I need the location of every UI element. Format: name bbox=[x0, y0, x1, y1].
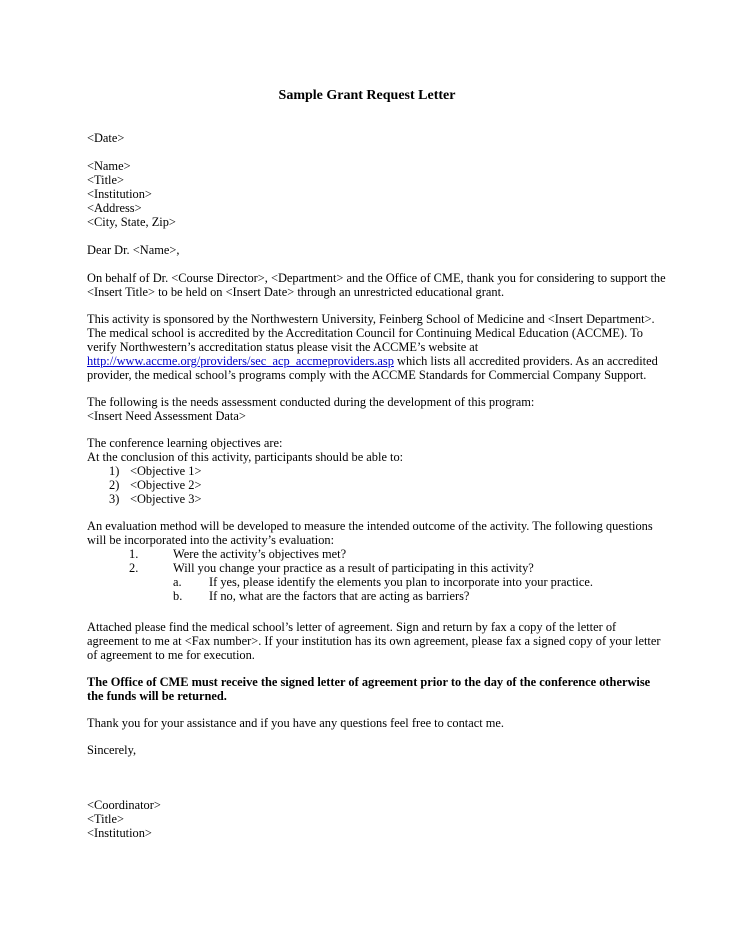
objective-item bbox=[87, 492, 657, 506]
thanks-text: Thank you for your assistance and if you have any questions feel free to contact me. bbox=[87, 716, 505, 730]
recipient-name: <Name> bbox=[87, 159, 131, 173]
paragraph-line: <Insert Title> to be held on <Insert Date> through an unrestricted educational grant. bbox=[87, 285, 505, 299]
list-marker: 2. bbox=[129, 561, 139, 575]
closing bbox=[87, 743, 657, 757]
evaluation-subquestion bbox=[87, 589, 657, 603]
paragraph-bold-notice bbox=[87, 675, 657, 703]
objectives-intro: At the conclusion of this activity, participants should be able to: bbox=[87, 450, 404, 464]
question-text: Were the activity’s objectives met? bbox=[173, 547, 347, 561]
paragraph-line: agreement to me at <Fax number>. If your institution has its own agreement, please fax a signed copy of your letter bbox=[87, 634, 661, 648]
paragraph-needs-assessment bbox=[87, 395, 657, 423]
paragraph-line-with-link bbox=[87, 354, 657, 368]
paragraph-thanks bbox=[87, 716, 657, 730]
signature-title: <Title> bbox=[87, 812, 124, 826]
paragraph-line: <Insert Need Assessment Data> bbox=[87, 409, 246, 423]
paragraph-line: This activity is sponsored by the Northwestern University, Feinberg School of Medicine and <Insert Department>. bbox=[87, 312, 655, 326]
objectives-section bbox=[87, 436, 657, 506]
objective-text: <Objective 1> bbox=[130, 464, 202, 478]
evaluation-question bbox=[87, 561, 657, 575]
list-marker: 2) bbox=[109, 478, 120, 492]
signature-block bbox=[87, 798, 657, 840]
signature-institution: <Institution> bbox=[87, 826, 152, 840]
paragraph-line: of agreement to me for execution. bbox=[87, 648, 255, 662]
paragraph-line: An evaluation method will be developed to measure the intended outcome of the activity. The following questions bbox=[87, 519, 653, 533]
evaluation-subquestion bbox=[87, 575, 657, 589]
list-marker: 3) bbox=[109, 492, 120, 506]
objectives-intro: The conference learning objectives are: bbox=[87, 436, 283, 450]
paragraph-intro bbox=[87, 271, 666, 299]
paragraph-sponsor bbox=[87, 312, 657, 382]
paragraph-attached-agreement bbox=[87, 620, 661, 662]
list-marker: 1. bbox=[129, 547, 139, 561]
paragraph-line: The medical school is accredited by the Accreditation Council for Continuing Medical Education (ACCME). To bbox=[87, 326, 643, 340]
subquestion-text: If yes, please identify the elements you plan to incorporate into your practice. bbox=[209, 575, 593, 589]
recipient-address-block bbox=[87, 159, 657, 229]
link-trailing-text: which lists all accredited providers. As an accredited bbox=[393, 354, 658, 368]
paragraph-line: will be incorporated into the activity’s evaluation: bbox=[87, 533, 335, 547]
letter-title: Sample Grant Request Letter bbox=[278, 88, 456, 103]
recipient-title: <Title> bbox=[87, 173, 124, 187]
evaluation-question bbox=[87, 547, 657, 561]
subquestion-text: If no, what are the factors that are acting as barriers? bbox=[209, 589, 470, 603]
date-placeholder: <Date> bbox=[87, 131, 125, 145]
salutation bbox=[87, 243, 657, 257]
signature-coordinator: <Coordinator> bbox=[87, 798, 161, 812]
letter-date bbox=[87, 131, 657, 145]
list-marker: 1) bbox=[109, 464, 120, 478]
paragraph-line: The following is the needs assessment conducted during the development of this program: bbox=[87, 395, 535, 409]
objective-item bbox=[87, 464, 657, 478]
recipient-city-state-zip: <City, State, Zip> bbox=[87, 215, 176, 229]
bold-notice-line: the funds will be returned. bbox=[87, 689, 227, 703]
question-text: Will you change your practice as a result of participating in this activity? bbox=[173, 561, 534, 575]
list-marker: b. bbox=[173, 589, 183, 603]
closing-text: Sincerely, bbox=[87, 743, 137, 757]
paragraph-line: On behalf of Dr. <Course Director>, <Department> and the Office of CME, thank you for considering to support the bbox=[87, 271, 666, 285]
recipient-institution: <Institution> bbox=[87, 187, 152, 201]
accme-providers-link[interactable]: http://www.accme.org/providers/sec_acp_accmeproviders.asp bbox=[87, 354, 394, 368]
objective-item bbox=[87, 478, 657, 492]
evaluation-section bbox=[87, 519, 657, 603]
paragraph-line: verify Northwestern’s accreditation status please visit the ACCME’s website at bbox=[87, 340, 479, 354]
list-marker: a. bbox=[173, 575, 182, 589]
objective-text: <Objective 3> bbox=[130, 492, 202, 506]
paragraph-line: Attached please find the medical school’s letter of agreement. Sign and return by fax a copy of the letter of bbox=[87, 620, 617, 634]
objective-text: <Objective 2> bbox=[130, 478, 202, 492]
paragraph-line: provider, the medical school’s programs comply with the ACCME Standards for Commercial Company Support. bbox=[87, 368, 647, 382]
recipient-address: <Address> bbox=[87, 201, 142, 215]
salutation-text: Dear Dr. <Name>, bbox=[87, 243, 180, 257]
bold-notice-line: The Office of CME must receive the signed letter of agreement prior to the day of the conference otherwise bbox=[87, 675, 651, 689]
